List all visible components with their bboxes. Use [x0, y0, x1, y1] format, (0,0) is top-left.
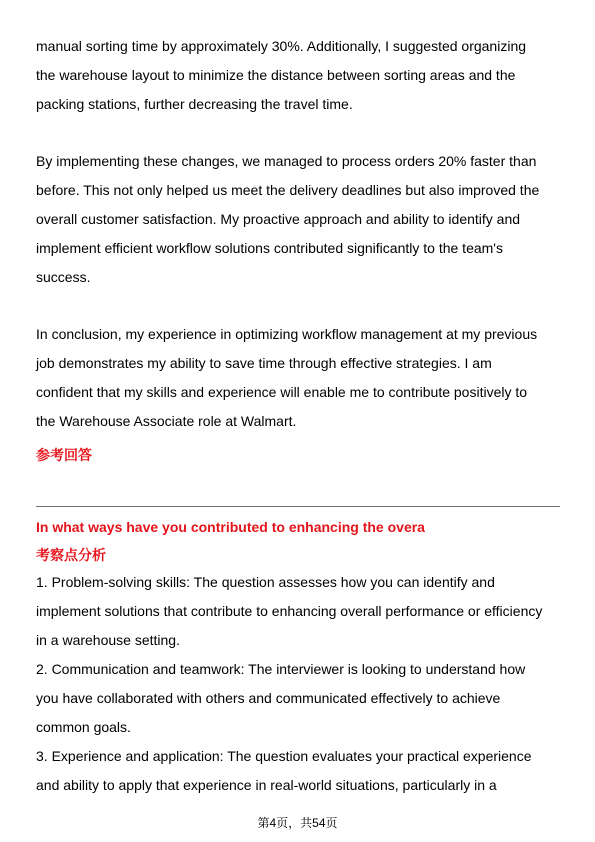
analysis-line: you have collaborated with others and communicated effectively to achieve — [36, 690, 501, 706]
page-footer: 第4页，共54页 — [257, 816, 338, 830]
paragraph-line: before. This not only helped us meet the delivery deadlines but also improved the — [36, 182, 540, 198]
analysis-label: 考察点分析 — [36, 547, 106, 563]
analysis-line: in a warehouse setting. — [36, 632, 180, 648]
paragraph-line: the warehouse layout to minimize the distance between sorting areas and the — [36, 67, 516, 83]
paragraph-line: overall customer satisfaction. My proactive approach and ability to identify and — [36, 211, 521, 227]
paragraph-line: success. — [36, 269, 91, 285]
paragraph-line: job demonstrates my ability to save time through effective strategies. I am — [36, 355, 492, 371]
section-divider — [36, 506, 560, 507]
reference-answer-label: 参考回答 — [36, 447, 92, 463]
question-title: In what ways have you contributed to enhancing the overa — [36, 519, 425, 535]
analysis-line: 1. Problem-solving skills: The question assesses how you can identify and — [36, 574, 495, 590]
paragraph-line: confident that my skills and experience will enable me to contribute positively to — [36, 384, 528, 400]
paragraph-line: the Warehouse Associate role at Walmart. — [36, 413, 297, 429]
analysis-line: 3. Experience and application: The question evaluates your practical experience — [36, 748, 532, 764]
paragraph-line: By implementing these changes, we managed to process orders 20% faster than — [36, 153, 537, 169]
paragraph-line: In conclusion, my experience in optimizing workflow management at my previous — [36, 326, 538, 342]
paragraph-line: manual sorting time by approximately 30%. Additionally, I suggested organizing — [36, 38, 527, 54]
analysis-line: 2. Communication and teamwork: The interviewer is looking to understand how — [36, 661, 526, 677]
analysis-line: common goals. — [36, 719, 131, 735]
paragraph-line: implement efficient workflow solutions contributed significantly to the team's — [36, 240, 503, 256]
analysis-line: and ability to apply that experience in real-world situations, particularly in a — [36, 777, 497, 793]
analysis-line: implement solutions that contribute to enhancing overall performance or efficiency — [36, 603, 543, 619]
paragraph-line: packing stations, further decreasing the travel time. — [36, 96, 353, 112]
